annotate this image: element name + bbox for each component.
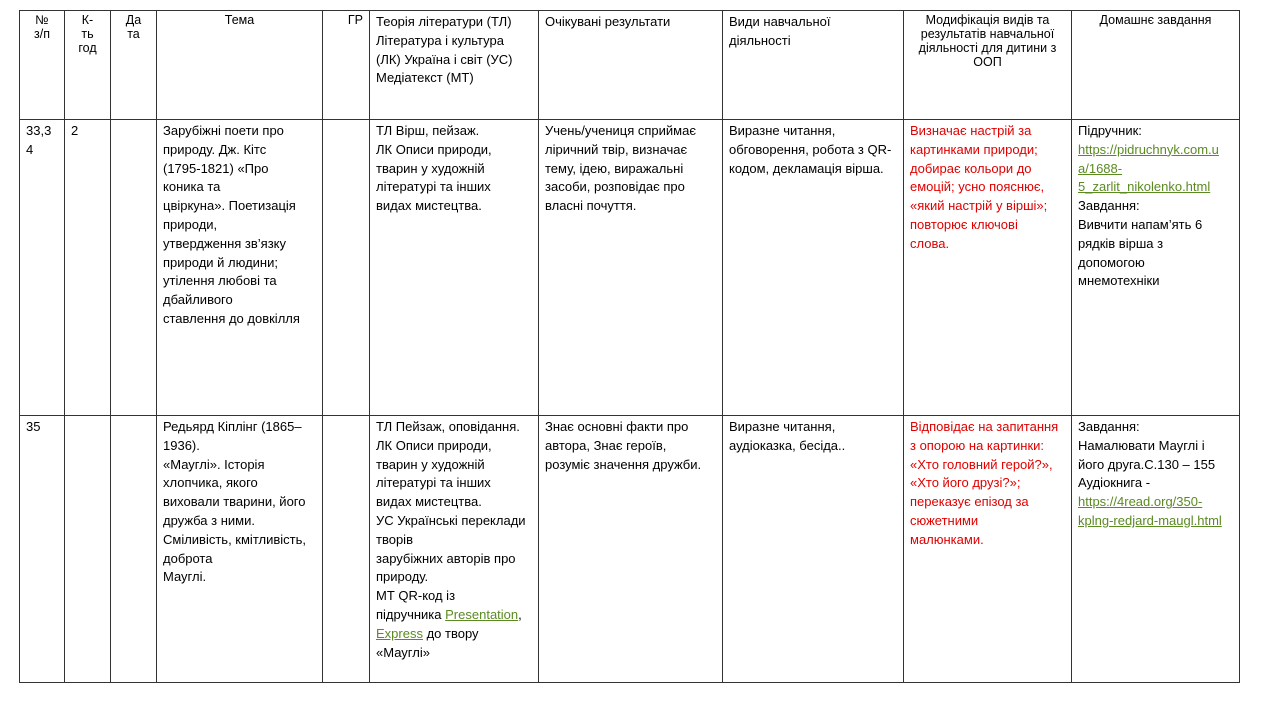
audiobook-link[interactable]: https://4read.org/350- kplng-redjard-maugl.html bbox=[1078, 494, 1222, 528]
textbook-link[interactable]: https://pidruchnyk.com.u a/1688- 5_zarlit_nikolenko.html bbox=[1078, 141, 1219, 195]
row2-theory: ТЛ Пейзаж, оповідання. ЛК Описи природи, тварин у художній літературі та інших видах мистецтва. УС Українські переклади творів зарубіжних авторів про природу. МТ QR-код із підручника Presentation, Express до твору «Мауглі» bbox=[370, 416, 539, 683]
header-num: № з/п bbox=[20, 11, 65, 120]
header-results: Очікувані результати bbox=[539, 11, 723, 120]
header-topic: Тема bbox=[157, 11, 323, 120]
row1-hours: 2 bbox=[65, 120, 111, 416]
header-row bbox=[20, 11, 1240, 120]
row2-gr bbox=[323, 416, 370, 683]
header-homework: Домашнє завдання bbox=[1072, 11, 1240, 120]
row2-hours bbox=[65, 416, 111, 683]
header-date: Да та bbox=[111, 11, 157, 120]
row1-modification: Визначає настрій за картинками природи; добирає кольори до емоцій; усно пояснює, «який настрій у вірші»; повторює ключові слова. bbox=[904, 120, 1072, 416]
row2-topic: Редьярд Кіплінг (1865– 1936). «Мауглі». Історія хлопчика, якого виховали тварини, його дружба з ними. Сміливість, кмітливість, доброта Мауглі. bbox=[157, 416, 323, 683]
row1-homework: Підручник: https://pidruchnyk.com.u a/1688- 5_zarlit_nikolenko.html Завдання: Вивчити напам’ять 6 рядків вірша з допомогою мнемотехніки bbox=[1072, 120, 1240, 416]
row1-gr bbox=[323, 120, 370, 416]
presentation-link[interactable]: Presentation bbox=[445, 606, 519, 622]
row1-activities: Виразне читання, обговорення, робота з QR- кодом, декламація вірша. bbox=[723, 120, 904, 416]
row2-num: 35 bbox=[20, 416, 65, 683]
row1-results: Учень/учениця сприймає ліричний твір, визначає тему, ідею, виражальні засоби, розповідає про власні почуття. bbox=[539, 120, 723, 416]
express-link[interactable]: Express bbox=[376, 625, 423, 641]
header-gr: ГР bbox=[323, 11, 370, 120]
row1-topic: Зарубіжні поети про природу. Дж. Кітс (1795-1821) «Про коника та цвіркуна». Поетизація природи, утвердження зв’язку природи й людини; утілення любові та дбайливого ставлення до довкілля bbox=[157, 120, 323, 416]
table-row bbox=[20, 120, 1240, 416]
row2-date bbox=[111, 416, 157, 683]
row2-homework: Завдання: Намалювати Мауглі і його друга.С.130 – 155 Аудіокнига - https://4read.org/350- kplng-redjard-maugl.html bbox=[1072, 416, 1240, 683]
row2-modification: Відповідає на запитання з опорою на картинки: «Хто головний герой?», «Хто його друзі?»; переказує епізод за сюжетними малюнками. bbox=[904, 416, 1072, 683]
header-activities: Види навчальної діяльності bbox=[723, 11, 904, 120]
header-hours: К- ть год bbox=[65, 11, 111, 120]
row1-theory: ТЛ Вірш, пейзаж. ЛК Описи природи, тварин у художній літературі та інших видах мистецтва. bbox=[370, 120, 539, 416]
header-theory: Теорія літератури (ТЛ) Література і культура (ЛК) Україна і світ (УС) Медіатекст (МТ) bbox=[370, 11, 539, 120]
header-modification: Модифікація видів та результатів навчальної діяльності для дитини з ООП bbox=[904, 11, 1072, 120]
lesson-plan-table bbox=[19, 10, 1240, 683]
row1-num: 33,3 4 bbox=[20, 120, 65, 416]
row1-date bbox=[111, 120, 157, 416]
row2-activities: Виразне читання, аудіоказка, бесіда.. bbox=[723, 416, 904, 683]
row2-results: Знає основні факти про автора, Знає героїв, розуміє значення дружби. bbox=[539, 416, 723, 683]
table-row bbox=[20, 416, 1240, 683]
